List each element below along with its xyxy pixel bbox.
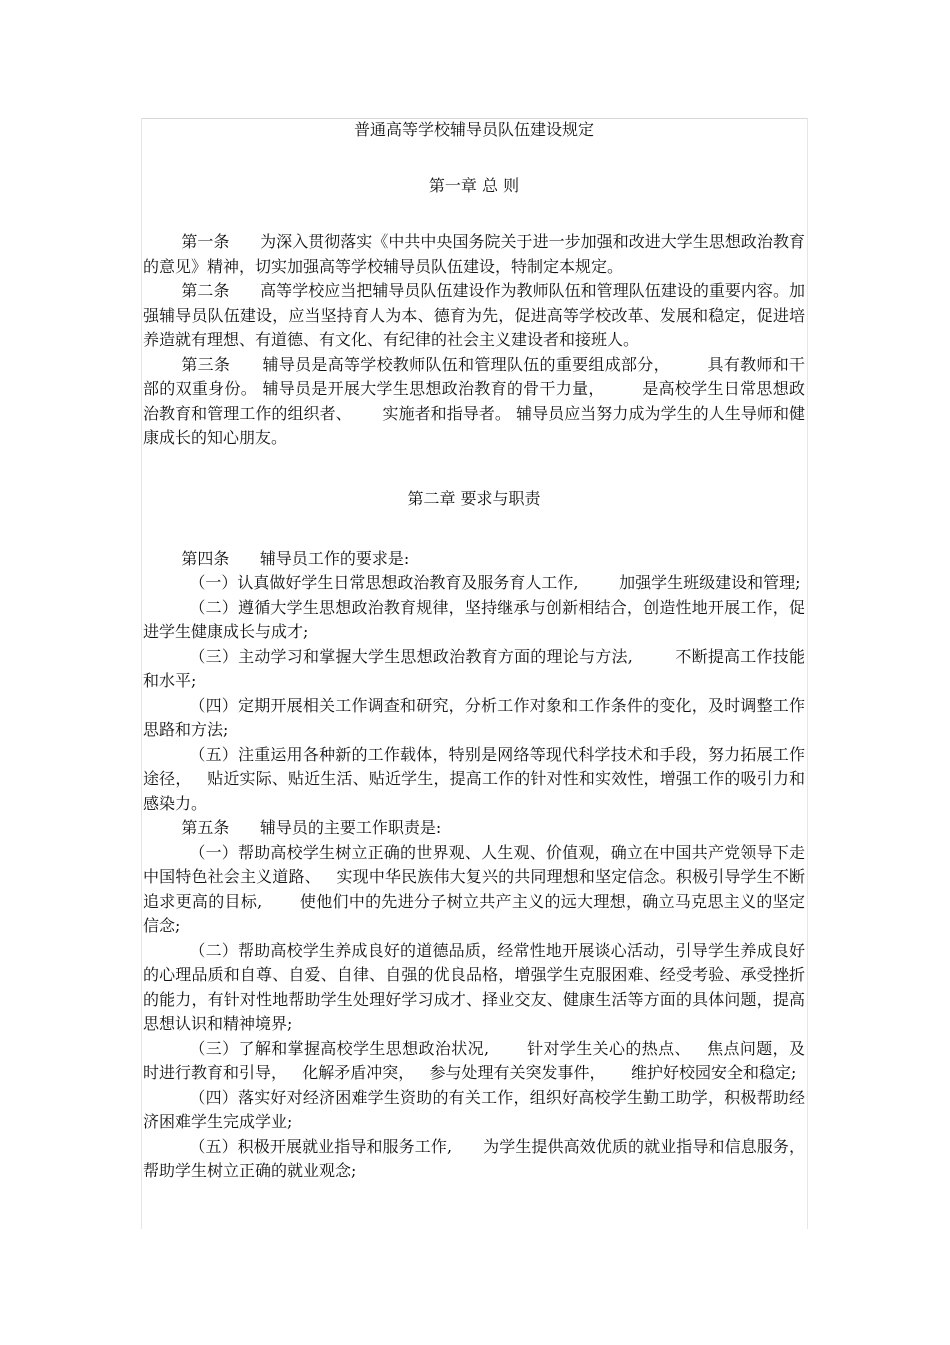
article-1: 第一条 为深入贯彻落实《中共中央国务院关于进一步加强和改进大学生思想政治教育的意见》精神，切实加强高等学校辅导员队伍建设，特制定本规定。 (143, 232, 805, 276)
article-5-item: （五）积极开展就业指导和服务工作, 为学生提供高效优质的就业指导和信息服务，帮助学生树立正确的就业观念; (143, 1136, 805, 1180)
article-3: 第三条 辅导员是高等学校教师队伍和管理队伍的重要组成部分， 具有教师和干部的双重身份。 辅导员是开展大学生思想政治教育的骨干力量， 是高校学生日常思想政治教育和管理工作的组织者、 实施者和指导者。 辅导员应当努力成为学生的人生导师和健康成长的知心朋友。 (143, 354, 805, 447)
article-4-item: （三）主动学习和掌握大学生思想政治教育方面的理论与方法, 不断提高工作技能和水平; (143, 646, 805, 690)
article-4-item: （四）定期开展相关工作调查和研究，分析工作对象和工作条件的变化，及时调整工作思路和方法; (143, 695, 805, 739)
chapter-heading-1: 第一章 总 则 (428, 176, 520, 195)
document-body (143, 118, 805, 1184)
article-5-item: （四）落实好对经济困难学生资助的有关工作，组织好高校学生勤工助学，积极帮助经济困难学生完成学业; (143, 1087, 805, 1131)
article-4-item: （二）遵循大学生思想政治教育规律，坚持继承与创新相结合，创造性地开展工作，促进学生健康成长与成才; (143, 597, 805, 641)
chapter-heading-2: 第二章 要求与职责 (407, 488, 541, 508)
article-5-item: （二）帮助高校学生养成良好的道德品质，经常性地开展谈心活动，引导学生养成良好的心理品质和自尊、自爱、自律、自强的优良品格，增强学生克服困难、经受考验、承受挫折的能力，有针对性地帮助学生处理好学习成才、择业交友、健康生活等方面的具体问题，提高思想认识和精神境界; (143, 940, 805, 1033)
article-5: 第五条 辅导员的主要工作职责是: (181, 818, 442, 837)
article-5-item: （一）帮助高校学生树立正确的世界观、人生观、价值观，确立在中国共产党领导下走中国特色社会主义道路、 实现中华民族伟大复兴的共同理想和坚定信念。积极引导学生不断追求更高的目标, 使他们中的先进分子树立共产主义的远大理想，确立马克思主义的坚定信念; (143, 842, 805, 935)
article-5-item: （三）了解和掌握高校学生思想政治状况, 针对学生关心的热点、 焦点问题，及时进行教育和引导， 化解矛盾冲突， 参与处理有关突发事件， 维护好校园安全和稳定; (143, 1038, 805, 1082)
article-4: 第四条 辅导员工作的要求是: (181, 548, 410, 568)
document-title: 普通高等学校辅导员队伍建设规定 (353, 120, 594, 139)
article-4-item: （一）认真做好学生日常思想政治教育及服务育人工作, 加强学生班级建设和管理; (189, 573, 801, 592)
article-4-item: （五）注重运用各种新的工作载体，特别是网络等现代科学技术和手段，努力拓展工作途径， 贴近实际、贴近生活、贴近学生，提高工作的针对性和实效性，增强工作的吸引力和感染力。 (143, 744, 805, 813)
article-2: 第二条 高等学校应当把辅导员队伍建设作为教师队伍和管理队伍建设的重要内容。加强辅导员队伍建设，应当坚持育人为本、德育为先，促进高等学校改革、发展和稳定，促进培养造就有理想、有道德、有文化、有纪律的社会主义建设者和接班人。 (143, 281, 805, 349)
